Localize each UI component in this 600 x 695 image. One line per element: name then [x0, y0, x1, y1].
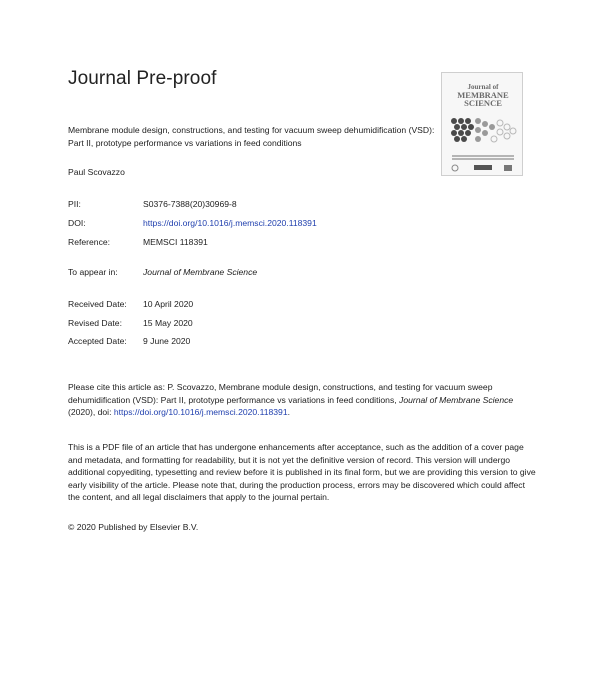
meta-value: 15 May 2020	[143, 318, 193, 328]
citation-text: Please cite this article as: P. Scovazzo, Membrane module design, constructions, and testing for vacuum sweep dehumidification (VSD): Part II, prototype performance vs variations in feed conditions,	[68, 382, 493, 405]
article-author: Paul Scovazzo	[68, 167, 125, 177]
citation-text: (2020), doi:	[68, 407, 114, 417]
meta-value: S0376-7388(20)30969-8	[143, 199, 237, 209]
meta-value: 10 April 2020	[143, 299, 194, 309]
journal-cover-thumbnail	[441, 72, 523, 176]
doi-link[interactable]: https://doi.org/10.1016/j.memsci.2020.118391	[143, 218, 317, 228]
cover-text-lines	[452, 155, 514, 161]
citation-journal: Journal of Membrane Science	[399, 394, 514, 405]
cover-title-line: MEMBRANE	[457, 90, 509, 100]
meta-label: Accepted Date:	[68, 336, 127, 346]
citation-paragraph	[68, 381, 528, 419]
meta-label: PII:	[68, 199, 81, 209]
cover-title	[442, 83, 524, 107]
cover-title-line: Journal of	[467, 83, 499, 91]
meta-label: Reference:	[68, 237, 111, 247]
pre-proof-notice: This is a PDF file of an article that has undergone enhancements after acceptance, such as the addition of a cover page and metadata, and formatting for readability, but it is not yet the definitive version of record. This version will undergo additional copyediting, typesetting and review before it is published in its final form, but we are providing this version to give early visibility of the article. Please note that, during the production process, errors may be discovered which could affect the content, and all legal disclaimers that apply to the journal pertain.	[68, 442, 536, 502]
meta-label: DOI:	[68, 218, 86, 228]
citation-doi-link[interactable]: https://doi.org/10.1016/j.memsci.2020.118391	[113, 407, 288, 417]
meta-label: Received Date:	[68, 299, 127, 309]
copyright-notice: © 2020 Published by Elsevier B.V.	[68, 522, 199, 532]
cover-title-line: SCIENCE	[464, 98, 502, 108]
meta-label: Revised Date:	[68, 318, 122, 328]
meta-value: Journal of Membrane Science	[143, 267, 258, 277]
article-title: Membrane module design, constructions, and testing for vacuum sweep dehumidification (VSD): Part II, prototype performance vs variations in feed conditions	[68, 125, 435, 148]
citation-text: .	[287, 407, 291, 417]
meta-value: MEMSCI 118391	[143, 237, 208, 247]
meta-value: 9 June 2020	[143, 336, 191, 346]
meta-label: To appear in:	[68, 267, 118, 277]
cover-molecule-art-icon	[448, 115, 518, 153]
page-heading: Journal Pre-proof	[68, 68, 217, 89]
cover-logos-icon	[450, 163, 516, 173]
